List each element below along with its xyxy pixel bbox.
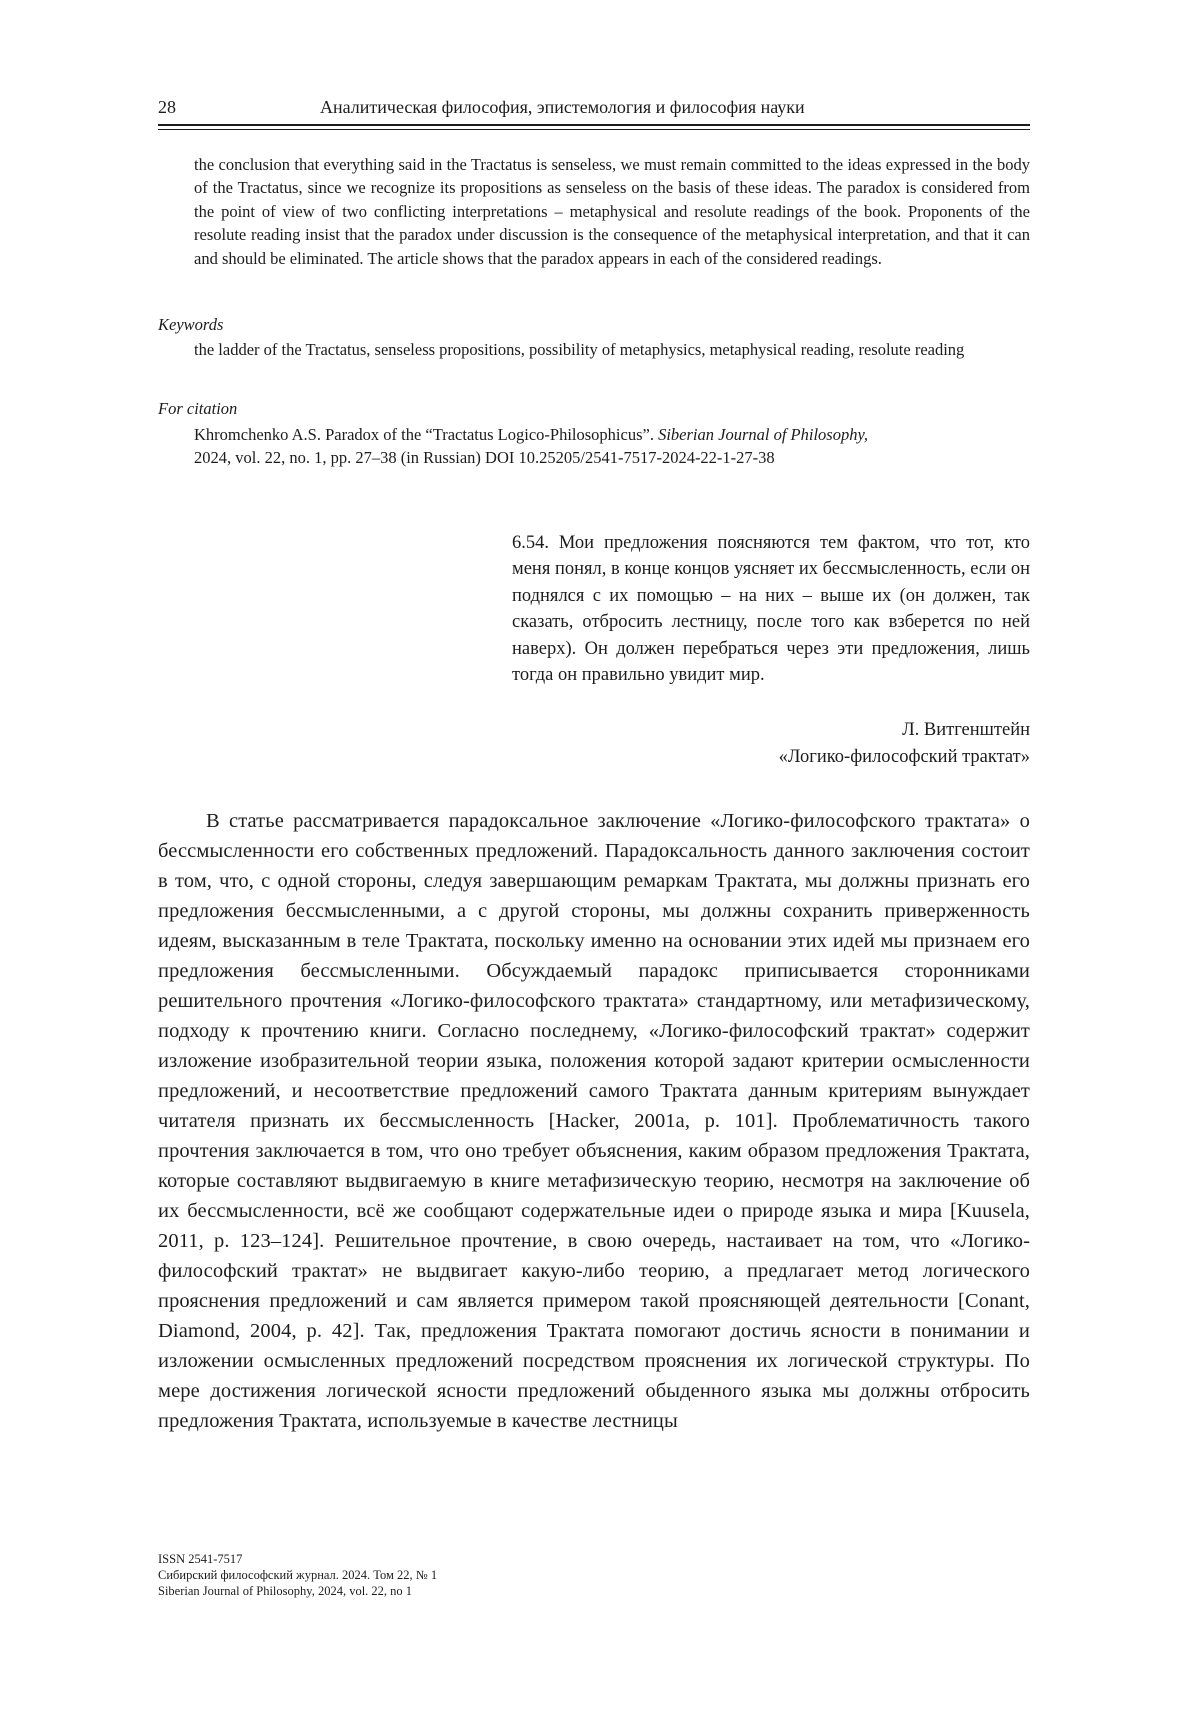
body-paragraph: В статье рассматривается парадоксальное заключение «Логико-философского трактата» о бессмысленности его собственных предложений. Парадоксальность данного заключения состоит в том, что, с одной стороны, следуя завершающим ремаркам Трактата, мы должны признать его предложения бессмысленными, а с другой стороны, мы должны сохранить приверженность идеям, высказанным в теле Трактата, поскольку именно на основании этих идей мы признаем его предложения бессмысленными. Обсуждаемый парадокс приписывается сторонниками решительного прочтения «Логико-философского трактата» стандартному, или метафизическому, подходу к прочтению книги. Согласно последнему, «Логико-философский трактат» содержит изложение изобразительной теории языка, положения которой задают критерии осмысленности предложений, и несоответствие предложений самого Трактата данным критериям вынуждает читателя признать их бессмысленность [Hacker, 2001a, p. 101]. Проблематичность такого прочтения заключается в том, что оно требует объяснения, каким образом предложения Трактата, которые составляют выдвигаемую в книге метафизическую теорию, несмотря на заключение об их бессмысленности, всё же сообщают содержательные идеи о природе языка и мира [Kuusela, 2011, p. 123–124]. Решительное прочтение, в свою очередь, настаивает на том, что «Логико-философский трактат» не выдвигает какую-либо теорию, а предлагает метод логического прояснения предложений и сам является примером такой проясняющей деятельности [Conant, Diamond, 2004, p. 42]. Так, предложения Трактата помогают достичь ясности в понимании и изложении осмысленных предложений посредством прояснения их логической структуры. По мере достижения логической ясности предложений обыденного языка мы должны отбросить предложения Трактата, используемые в качестве лестницы (158, 810, 1030, 1432)
footer-journal-ru: Сибирский философский журнал. 2024. Том 22, № 1 (158, 1568, 438, 1582)
citation-line-2: 2024, vol. 22, no. 1, pp. 27–38 (in Russian) DOI 10.25205/2541-7517-2024-22-1-27-38 (194, 448, 775, 468)
header-rule-thick (158, 124, 1030, 126)
page-footer (158, 1551, 437, 1599)
citation-line-1 (194, 423, 1030, 446)
epigraph-quote: 6.54. Мои предложения поясняются тем фактом, что тот, кто меня понял, в конце концов уясняет их бессмысленность, если он поднялся с их помощью – на них – выше их (он должен, так сказать, отбросить лестницу, после того как взберется по ней наверх). Он должен перебраться через эти предложения, лишь тогда он правильно увидит мир. (512, 533, 1030, 686)
footer-journal-en: Siberian Journal of Philosophy, 2024, vol. 22, no 1 (158, 1584, 413, 1598)
epigraph-work: «Логико-философский трактат» (778, 747, 1030, 767)
keywords-label: Keywords (158, 315, 224, 334)
running-title: Аналитическая философия, эпистемология и философия науки (320, 97, 805, 117)
running-header (158, 97, 1030, 121)
page-number: 28 (158, 97, 176, 117)
citation-text (194, 423, 1030, 470)
citation-authors-title: Khromchenko A.S. Paradox of the “Tractatus Logico-Philosophicus”. (194, 425, 659, 444)
header-rule-thin (158, 129, 1030, 130)
citation-label: For citation (158, 399, 238, 418)
citation-journal: Siberian Journal of Philosophy, (658, 425, 868, 444)
footer-issn: ISSN 2541-7517 (158, 1552, 243, 1566)
epigraph-author: Л. Витгенштейн (902, 720, 1030, 740)
keywords-text: the ladder of the Tractatus, senseless propositions, possibility of metaphysics, metaphysical reading, resolute reading (194, 340, 965, 359)
abstract-continuation: the conclusion that everything said in the Tractatus is senseless, we must remain committed to the ideas expressed in the body of the Tractatus, since we recognize its propositions as senseless on the basis of these ideas. The paradox is considered from the point of view of two conflicting interpretations – metaphysical and resolute readings of the book. Proponents of the resolute reading insist that the paradox under discussion is the consequence of the metaphysical interpretation, and that it can and should be eliminated. The article shows that the paradox appears in each of the considered readings. (194, 155, 1030, 268)
